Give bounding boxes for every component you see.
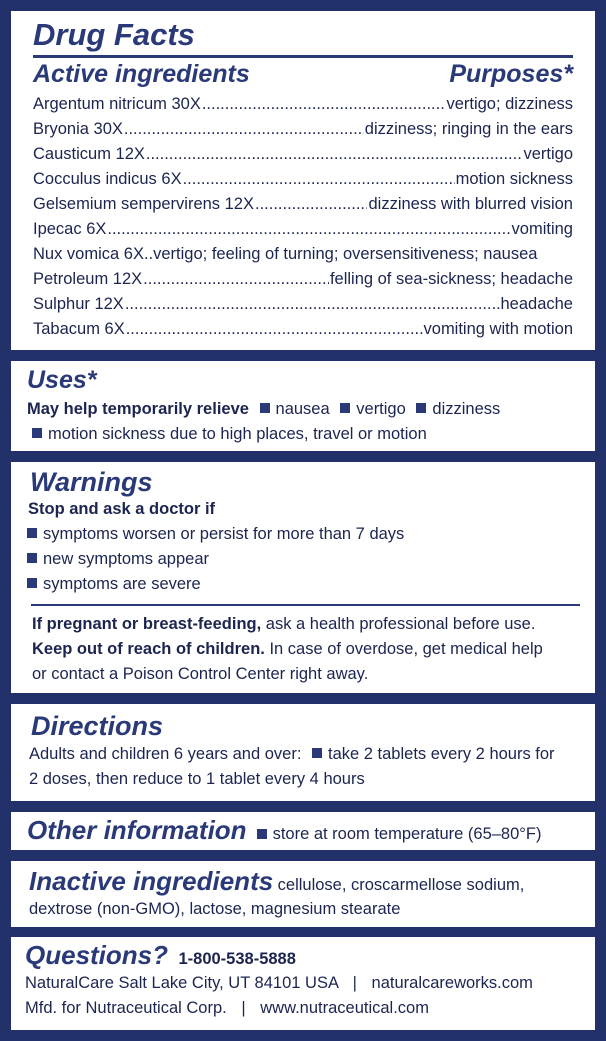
uses-title: Uses* xyxy=(27,366,97,394)
ingredient-name: Tabacum 6X xyxy=(33,320,125,338)
ingredient-row xyxy=(33,317,573,342)
keep-out-line-2: or contact a Poison Control Center right away. xyxy=(32,665,369,683)
keep-out-line xyxy=(27,637,579,662)
uses-panel xyxy=(11,361,595,451)
drug-facts-panel xyxy=(11,11,595,350)
warning-item xyxy=(27,522,579,547)
directions-line-1 xyxy=(27,742,579,767)
bullet-square xyxy=(416,403,426,413)
ingredient-name: Causticum 12X xyxy=(33,145,145,163)
ingredient-row xyxy=(33,242,573,267)
ingredient-purpose: dizziness with blurred vision xyxy=(368,195,573,213)
questions-phone: 1-800-538-5888 xyxy=(178,950,296,968)
directions-panel xyxy=(11,704,595,801)
ingredient-purpose: dizziness; ringing in the ears xyxy=(364,120,573,138)
inactive-title: Inactive ingredients xyxy=(29,866,274,896)
inactive-line-1: cellulose, croscarmellose sodium, xyxy=(277,876,525,894)
questions-line-2 xyxy=(25,996,579,1021)
ingredient-name: Ipecac 6X xyxy=(33,220,107,238)
ingredient-row xyxy=(33,267,573,292)
ingredient-name: Gelsemium sempervirens 12X xyxy=(33,195,254,213)
directions-who: Adults and children 6 years and over: xyxy=(29,745,302,763)
keep-out-bold: Keep out of reach of children. xyxy=(32,640,265,658)
directions-line-2: 2 doses, then reduce to 1 tablet every 4 hours xyxy=(29,770,365,788)
active-header-row xyxy=(33,59,573,89)
company-address: NaturalCare Salt Lake City, UT 84101 USA xyxy=(25,974,339,992)
ingredients-list xyxy=(33,92,573,342)
ingredient-purpose: vertigo; dizziness xyxy=(446,95,573,113)
bullet-square xyxy=(32,428,42,438)
warning-text: symptoms worsen or persist for more than 7 days xyxy=(43,525,405,543)
dot-leader xyxy=(146,142,523,167)
inactive-panel xyxy=(11,861,595,927)
ingredient-name: Argentum nitricum 30X xyxy=(33,95,201,113)
bullet-square xyxy=(340,403,350,413)
ingredient-purpose: vertigo xyxy=(523,145,573,163)
ingredient-name: Sulphur 12X xyxy=(33,295,124,313)
warning-item xyxy=(27,572,579,597)
directions-title: Directions xyxy=(31,711,164,741)
inactive-row-1 xyxy=(29,865,579,897)
warnings-panel xyxy=(11,462,595,693)
drug-facts-title: Drug Facts xyxy=(33,17,195,52)
bullet-square xyxy=(27,578,37,588)
uses-item: nausea xyxy=(275,400,330,418)
ingredient-name: Nux vomica 6X.. xyxy=(33,245,154,263)
questions-row xyxy=(25,939,579,971)
bullet-square xyxy=(257,829,267,839)
website-link[interactable]: www.nutraceutical.com xyxy=(260,999,429,1017)
title-divider xyxy=(33,55,573,58)
ingredient-purpose: felling of sea-sickness; headache xyxy=(329,270,573,288)
dot-leader xyxy=(143,267,329,292)
warnings-title: Warnings xyxy=(30,467,153,497)
bullet-square xyxy=(27,553,37,563)
pregnant-rest: ask a health professional before use. xyxy=(261,615,536,633)
stop-ask-heading: Stop and ask a doctor if xyxy=(28,500,216,518)
ingredient-name: Cocculus indicus 6X xyxy=(33,170,182,188)
questions-title: Questions? xyxy=(25,940,169,970)
ingredient-row xyxy=(33,217,573,242)
uses-line-1 xyxy=(27,397,579,422)
inactive-line-2: dextrose (non-GMO), lactose, magnesium stearate xyxy=(29,900,401,918)
warnings-divider xyxy=(31,604,580,606)
uses-line-2 xyxy=(27,422,579,447)
ingredient-row xyxy=(33,142,573,167)
ingredient-purpose: headache xyxy=(500,295,573,313)
ingredient-row xyxy=(33,192,573,217)
other-info-panel xyxy=(11,812,595,850)
website-link[interactable]: naturalcareworks.com xyxy=(371,974,533,992)
questions-line-1 xyxy=(25,971,579,996)
dot-leader xyxy=(126,317,423,342)
manufacturer: Mfd. for Nutraceutical Corp. xyxy=(25,999,227,1017)
dot-leader xyxy=(202,92,446,117)
dot-leader xyxy=(183,167,455,192)
keep-out-rest: In case of overdose, get medical help xyxy=(264,640,543,658)
ingredient-row xyxy=(33,117,573,142)
pregnant-bold: If pregnant or breast-feeding, xyxy=(32,615,262,633)
purposes-heading: Purposes* xyxy=(449,60,573,88)
ingredient-row xyxy=(33,292,573,317)
dot-leader xyxy=(125,292,500,317)
ingredient-name: Bryonia 30X xyxy=(33,120,123,138)
bullet-square xyxy=(312,748,322,758)
other-info-item: store at room temperature (65–80°F) xyxy=(272,825,542,843)
uses-item: motion sickness due to high places, travel or motion xyxy=(48,425,427,443)
uses-lead: May help temporarily relieve xyxy=(27,400,249,418)
bullet-square xyxy=(27,528,37,538)
directions-dose: take 2 tablets every 2 hours for xyxy=(328,745,555,763)
questions-panel xyxy=(11,937,595,1030)
ingredient-row xyxy=(33,167,573,192)
separator: | xyxy=(352,974,357,992)
dot-leader xyxy=(255,192,367,217)
ingredient-row xyxy=(33,92,573,117)
separator: | xyxy=(241,999,246,1017)
ingredient-purpose: motion sickness xyxy=(455,170,573,188)
bullet-square xyxy=(260,403,270,413)
other-info-title: Other information xyxy=(27,815,247,845)
other-info-row xyxy=(27,814,579,846)
dot-leader xyxy=(124,117,364,142)
warning-text: new symptoms appear xyxy=(43,550,209,568)
warning-item xyxy=(27,547,579,572)
ingredient-name: Petroleum 12X xyxy=(33,270,143,288)
uses-item: vertigo xyxy=(356,400,406,418)
ingredient-purpose: vertigo; feeling of turning; oversensitiveness; nausea xyxy=(153,245,538,263)
uses-item: dizziness xyxy=(432,400,501,418)
ingredient-purpose: vomiting xyxy=(511,220,573,238)
ingredient-purpose: vomiting with motion xyxy=(423,320,573,338)
active-ingredients-heading: Active ingredients xyxy=(33,60,250,88)
warning-text: symptoms are severe xyxy=(43,575,201,593)
pregnant-line xyxy=(27,612,579,637)
dot-leader xyxy=(107,217,510,242)
